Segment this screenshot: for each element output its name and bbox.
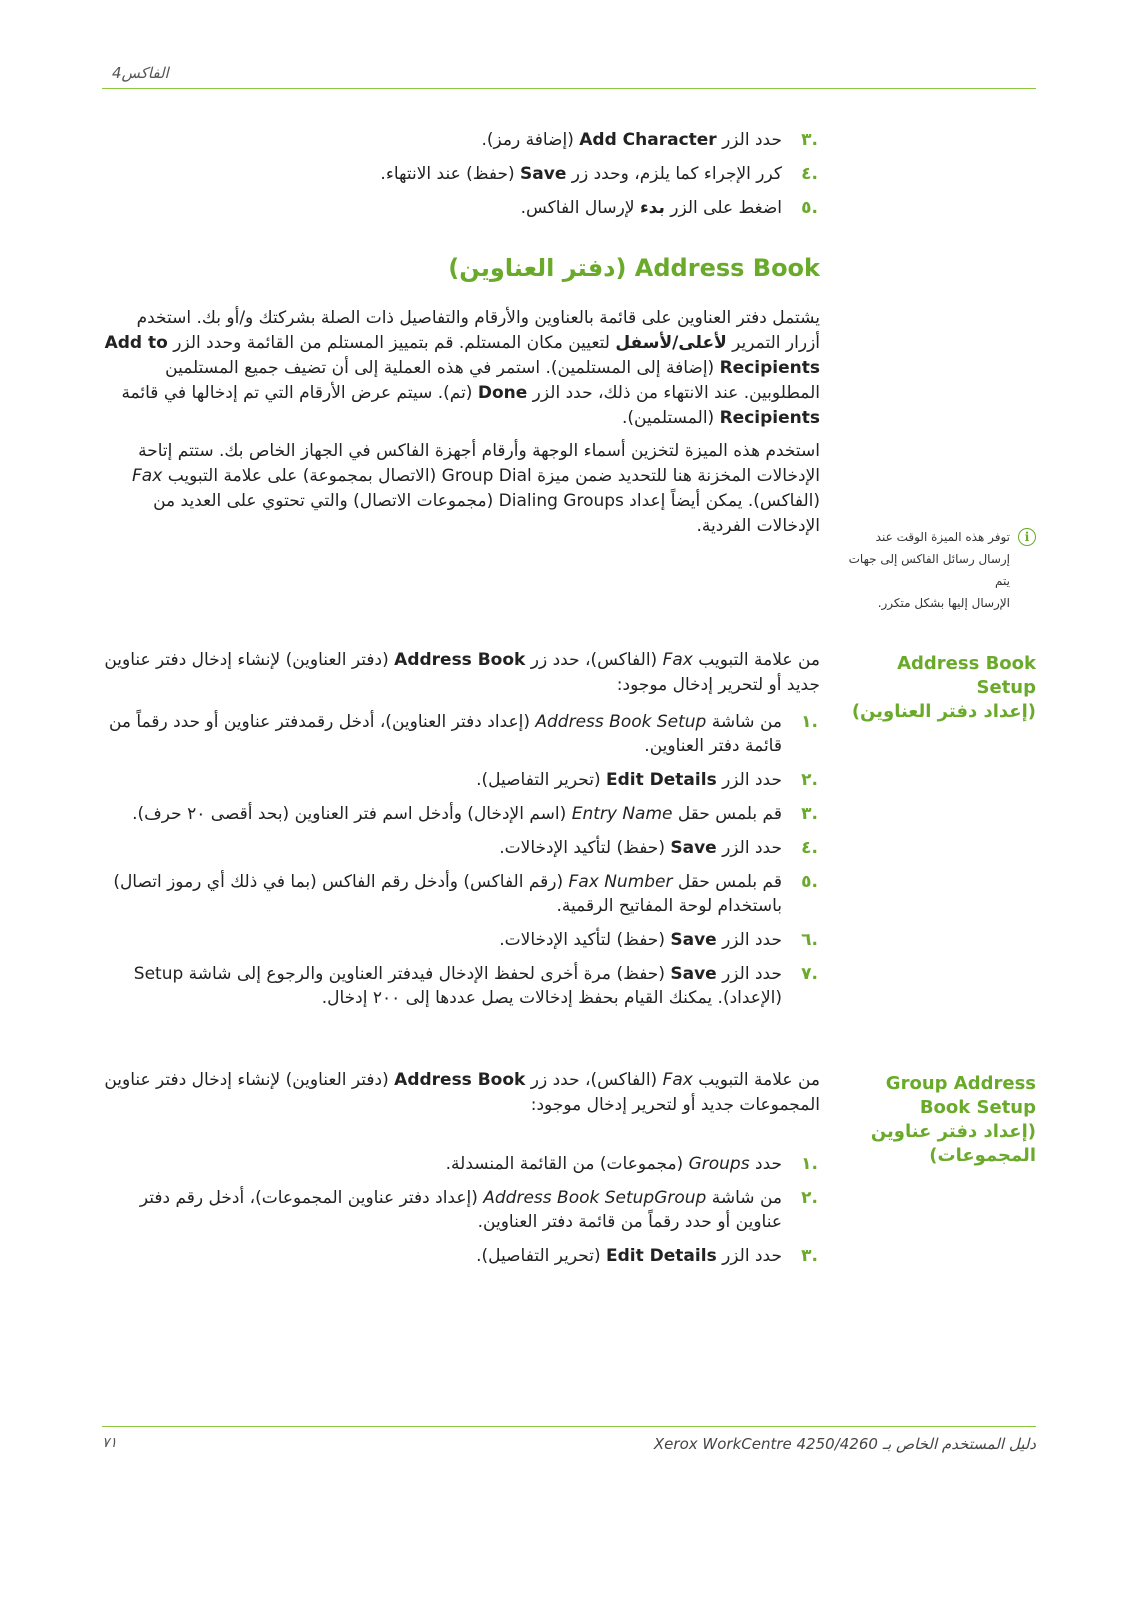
group-address-book-setup-section: [104, 1068, 820, 1278]
list-item: .٢ من شاشة Address Book SetupGroup (إعداد دفتر عناوين المجموعات)، أدخل رقم دفتر عناوين أو حدد رقماً من قائمة دفتر العناوين.: [139, 1188, 818, 1232]
address-book-paragraph-2: استخدم هذه الميزة لتخزين أسماء الوجهة وأرقام أجهزة الفاكس في الجهاز الخاص بك. ستتم إتاحة الإدخالات المخزنة هنا للتحديد ضمن ميزة Group Dial (الاتصال بمجموعة) على علامة التبويب Fax (الفاكس). يمكن أيضاً إعداد Dialing Groups (مجموعات الاتصال) والتي تحتوي على العديد من الإدخالات الفردية.: [132, 441, 820, 536]
tip-note: i توفر هذه الميزة الوقت عند إرسال رسائل الفاكس إلى جهات يتم الإرسال إليها بشكل متكرر.: [846, 526, 1036, 614]
page-footer: [102, 1426, 1036, 1457]
address-book-paragraph-1: يشتمل دفتر العناوين على قائمة بالعناوين والأرقام والتفاصيل ذات الصلة بشركتك و/أو بك. استخدم أزرار التمرير لأعلى/لأسفل لتعيين مكان المستلم. قم بتمييز المستلم من القائمة وحدد الزر Add to Recipients (إضافة إلى المستلمين). استمر في هذه العملية إلى أن تضيف جميع المستلمين المطلوبين. عند الانتهاء من ذلك، حدد الزر Done (تم). سيتم عرض الأرقام التي تم إدخالها في قائمة Recipients (المستلمين).: [104, 308, 820, 428]
list-item: .٢ حدد الزر Edit Details (تحرير التفاصيل).: [476, 770, 818, 790]
list-item: .٧ حدد الزر Save (حفظ) مرة أخرى لحفظ الإدخال فيدفتر العناوين والرجوع إلى شاشة Setup (الإعداد). يمكنك القيام بحفظ إدخالات يصل عددها إلى ٢٠٠ إدخال.: [133, 964, 818, 1008]
section-heading: Address Book (دفتر العناوين): [448, 254, 820, 282]
address-book-setup-intro: من علامة التبويب Fax (الفاكس)، حدد زر Address Book (دفتر العناوين) لإنشاء إدخال دفتر عناوين جديد أو لتحرير إدخال موجود:: [104, 650, 820, 695]
chapter-number: 4: [112, 64, 122, 82]
group-setup-intro: من علامة التبويب Fax (الفاكس)، حدد زر Address Book (دفتر العناوين) لإنشاء إدخال دفتر عناوين المجموعات جديد أو لتحرير إدخال موجود:: [104, 1070, 820, 1115]
list-item: .٣ قم بلمس حقل Entry Name (اسم الإدخال) وأدخل اسم فتر العناوين (بحد أقصى ٢٠ حرف).: [132, 804, 818, 824]
list-item: .٣ حدد الزر Add Character (إضافة رمز).: [481, 130, 818, 150]
list-item: .٥ قم بلمس حقل Fax Number (رقم الفاكس) وأدخل رقم الفاكس (بما في ذلك أي رموز اتصال) باستخدام لوحة المفاتيح الرقمية.: [113, 872, 818, 916]
list-item: .٤ كرر الإجراء كما يلزم، وحدد زر Save (حفظ) عند الانتهاء.: [380, 164, 818, 184]
list-item: .٥ اضغط على الزر بدء لإرسال الفاكس.: [520, 198, 818, 218]
page-header: [102, 62, 1036, 89]
chapter-label: [102, 64, 169, 82]
chapter-title: الفاكس: [121, 64, 169, 82]
list-item: .١ من شاشة Address Book Setup (إعداد دفتر العناوين)، أدخل رقمدفتر عناوين أو حدد رقماً من قائمة دفتر العناوين.: [108, 712, 818, 756]
list-item: .٦ حدد الزر Save (حفظ) لتأكيد الإدخالات.: [499, 930, 818, 950]
address-book-setup-section: [104, 648, 820, 1020]
info-icon: i: [1018, 528, 1036, 546]
list-item: .١ حدد Groups (مجموعات) من القائمة المنسدلة.: [445, 1154, 818, 1174]
group-address-book-setup-side-title: Group Address Book Setup (إعداد دفتر عناوين المجموعات): [870, 1073, 1036, 1166]
address-book-section: [104, 252, 820, 547]
list-item: .٤ حدد الزر Save (حفظ) لتأكيد الإدخالات.: [499, 838, 818, 858]
footer-title: دليل المستخدم الخاص بـ Xerox WorkCentre 4250/4260: [653, 1435, 1036, 1453]
page-number: ٧١: [102, 1435, 118, 1451]
address-book-setup-side-title: Address Book Setup (إعداد دفتر العناوين): [851, 653, 1036, 722]
continued-steps: [104, 128, 820, 230]
list-item: .٣ حدد الزر Edit Details (تحرير التفاصيل).: [476, 1246, 818, 1266]
